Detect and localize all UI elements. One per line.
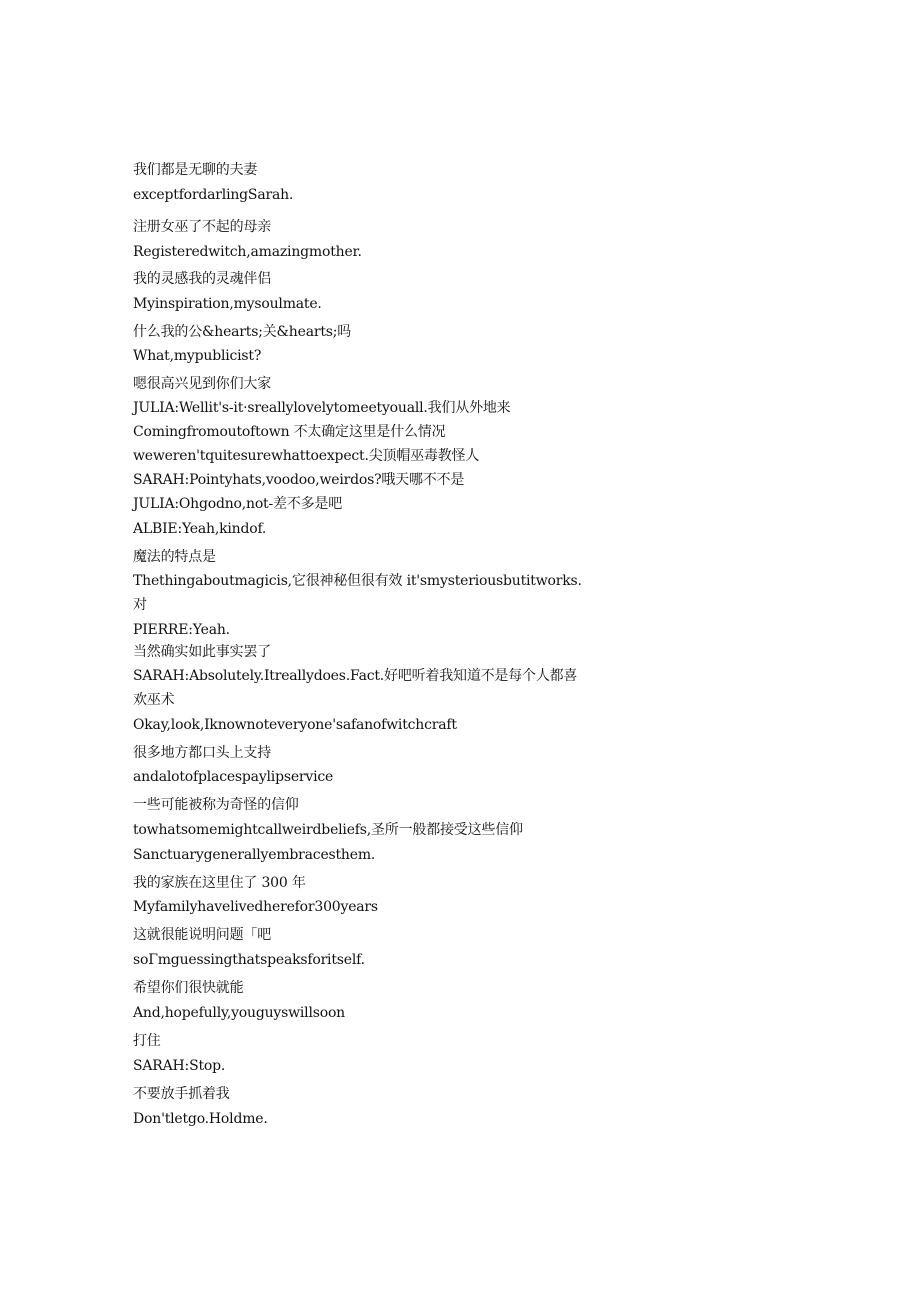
text-line: 我的家族在这里住了 300 年 — [133, 875, 306, 891]
text-line: 我们都是无聊的夫妻 — [133, 162, 258, 178]
text-line: 魔法的特点是 — [133, 549, 216, 565]
text-line: JULIA:Wellit's-it·sreallylovelytomeetyouall.我们从外地来 — [133, 400, 511, 416]
text-line: Okay,look,Iknownoteveryone'safanofwitchcraft — [133, 717, 457, 733]
text-line: And,hopefully,youguyswillsoon — [133, 1005, 345, 1021]
text-line: 嗯很高兴见到你们大家 — [133, 376, 271, 392]
text-line: towhatsomemightcallweirdbeliefs,圣所一般都接受这些信仰 — [133, 822, 523, 838]
text-line: SARAH:Pointyhats,voodoo,weirdos?哦天哪不不是 — [133, 472, 465, 488]
text-line: 欢巫术 — [133, 692, 175, 708]
text-line: Myfamilyhavelivedherefor300years — [133, 899, 378, 915]
text-line: Don'tletgo.Holdme. — [133, 1111, 268, 1127]
text-line: JULIA:Ohgodno,not-差不多是吧 — [133, 496, 343, 512]
text-line: 打住 — [133, 1033, 161, 1049]
text-line: 注册女巫了不起的母亲 — [133, 219, 271, 235]
text-line: weweren'tquitesurewhattoexpect.尖顶帽巫毒教怪人 — [133, 448, 480, 464]
text-line: 希望你们很快就能 — [133, 980, 244, 996]
text-line: 什么我的公&hearts;关&hearts;吗 — [133, 324, 352, 340]
text-line: PIERRE:Yeah. — [133, 622, 230, 638]
text-line: SARAH:Absolutely.Itreallydoes.Fact.好吧听着我知道不是每个人都喜 — [133, 668, 578, 684]
text-line: 很多地方都口头上支持 — [133, 745, 271, 761]
text-line: SARAH:Stop. — [133, 1058, 226, 1074]
text-line: 这就很能说明问题「吧 — [133, 927, 271, 943]
text-line: Thethingaboutmagicis,它很神秘但很有效 it'smysteriousbutitworks. — [133, 573, 582, 589]
text-line: exceptfordarlingSarah. — [133, 187, 294, 203]
text-line: Sanctuarygenerallyembracesthem. — [133, 847, 376, 863]
text-line: Comingfromoutoftown 不太确定这里是什么情况 — [133, 424, 446, 440]
text-line: 一些可能被称为奇怪的信仰 — [133, 797, 299, 813]
text-line: Myinspiration,mysoulmate. — [133, 296, 322, 312]
text-line: ALBIE:Yeah,kindof. — [133, 521, 267, 537]
text-line: 我的灵感我的灵魂伴侣 — [133, 271, 271, 287]
text-line: What,mypublicist? — [133, 348, 262, 364]
text-line: Registeredwitch,amazingmother. — [133, 244, 362, 260]
text-line: 当然确实如此事实罢了 — [133, 644, 271, 660]
text-line: andalotofplacespaylipservice — [133, 769, 334, 785]
text-line: soΓmguessingthatspeaksforitself. — [133, 952, 365, 968]
text-line: 对 — [133, 597, 147, 613]
text-line: 不要放手抓着我 — [133, 1086, 230, 1102]
